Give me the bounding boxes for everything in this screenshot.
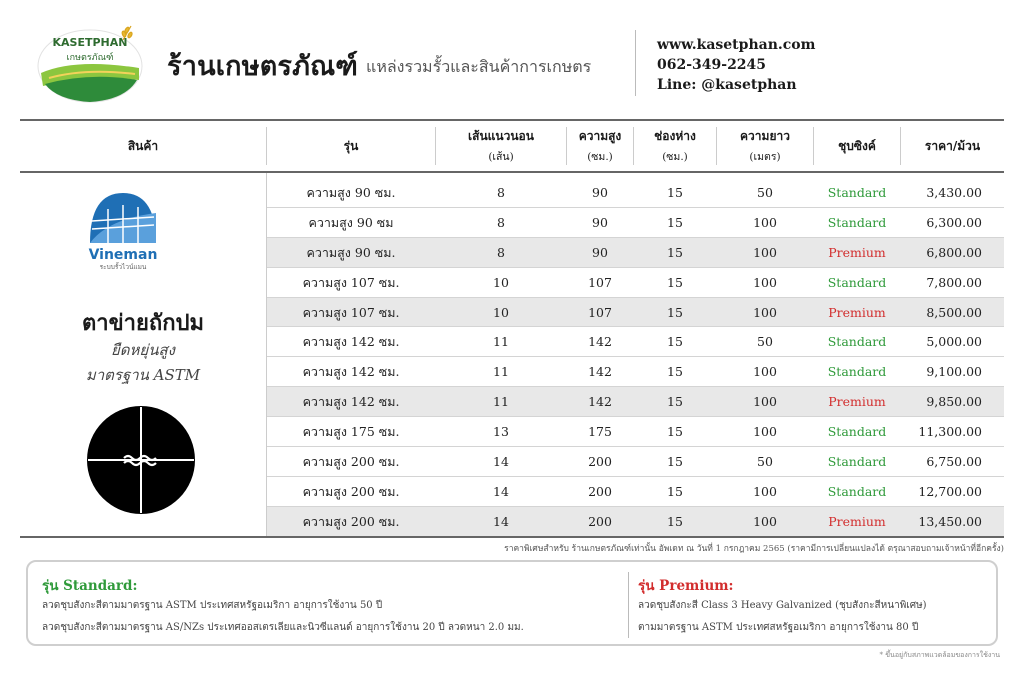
cell-coating: Standard <box>827 364 887 380</box>
cell-gap: 15 <box>667 394 683 410</box>
store-title: ร้านเกษตรภัณฑ์ <box>167 51 358 82</box>
cell-price: 8,500.00 <box>926 304 982 320</box>
table-row <box>267 268 1004 298</box>
standard-desc-1: ลวดชุบสังกะสีตามมาตรฐาน ASTM ประเทศสหรัฐอเมริกา อายุการใช้งาน 50 ปี <box>42 600 383 611</box>
cell-horizontal: 13 <box>493 424 509 440</box>
price-rows <box>267 178 1004 537</box>
cell-height: 90 <box>592 214 608 230</box>
cell-horizontal: 10 <box>493 274 509 290</box>
table-bottom-rule <box>20 536 1004 538</box>
cell-coating: Standard <box>827 483 887 499</box>
cell-height: 142 <box>588 364 612 380</box>
cell-model: ความสูง 90 ซม. <box>306 185 396 200</box>
header-horizontal <box>436 121 566 171</box>
table-row <box>267 357 1004 387</box>
cell-coating: Standard <box>827 424 887 440</box>
table-row <box>267 238 1004 268</box>
header-price-label: ราคา/ม้วน <box>924 138 981 153</box>
cell-price: 5,000.00 <box>926 334 982 350</box>
cell-length: 100 <box>753 364 777 380</box>
cell-price: 7,800.00 <box>926 274 982 290</box>
header-price <box>901 121 1004 171</box>
cell-horizontal: 10 <box>493 304 509 320</box>
cell-gap: 15 <box>667 334 683 350</box>
cell-length: 100 <box>753 513 777 529</box>
cell-model: ความสูง 200 ซม. <box>302 454 400 470</box>
cell-price: 11,300.00 <box>918 424 982 440</box>
table-row <box>267 208 1004 238</box>
cell-horizontal: 11 <box>493 334 509 350</box>
table-row <box>267 327 1004 357</box>
cell-coating: Standard <box>827 334 887 350</box>
page-header <box>0 0 1024 118</box>
contact-info <box>657 35 815 95</box>
cell-height: 142 <box>588 334 612 350</box>
cell-horizontal: 11 <box>493 364 509 380</box>
logo-text-th: เกษตรภัณฑ์ <box>66 53 114 63</box>
cell-model: ความสูง 107 ซม. <box>302 304 400 320</box>
table-row <box>267 447 1004 477</box>
table-row <box>267 298 1004 328</box>
cell-length: 100 <box>753 304 777 320</box>
cell-gap: 15 <box>667 185 683 200</box>
product-name: ตาข่ายถักปม <box>81 310 205 336</box>
table-header <box>20 121 1004 171</box>
cell-coating: Premium <box>828 304 886 320</box>
legend-divider <box>628 572 629 638</box>
cell-coating: Standard <box>827 274 887 290</box>
website-link[interactable]: www.kasetphan.com <box>657 37 816 53</box>
cell-gap: 15 <box>667 364 683 380</box>
cell-gap: 15 <box>667 424 683 440</box>
logo-text-en: KASETPHAN <box>52 36 128 49</box>
header-gap-label: ช่องห่าง <box>654 129 696 143</box>
brand-name: Vineman <box>88 247 158 263</box>
cell-price: 13,450.00 <box>918 513 982 529</box>
cell-coating: Premium <box>828 513 886 529</box>
table-body <box>20 173 1004 536</box>
cell-height: 90 <box>592 185 608 200</box>
cell-length: 100 <box>753 424 777 440</box>
cell-horizontal: 14 <box>493 454 509 470</box>
store-subtitle: แหล่งรวมรั้วและสินค้าการเกษตร <box>366 57 592 76</box>
cell-horizontal: 11 <box>493 394 509 410</box>
cell-horizontal: 14 <box>493 513 509 529</box>
cell-length: 100 <box>753 214 777 230</box>
cell-length: 100 <box>753 483 777 499</box>
cell-length: 50 <box>757 454 773 470</box>
cell-coating: Premium <box>828 244 886 260</box>
cell-model: ความสูง 107 ซม. <box>302 274 400 290</box>
knot-illustration <box>86 405 196 515</box>
line-id[interactable]: Line: @kasetphan <box>657 77 797 93</box>
cell-coating: Premium <box>828 394 886 410</box>
premium-desc-2: ตามมาตรฐาน ASTM ประเทศสหรัฐอเมริกา อายุการใช้งาน 80 ปี <box>638 622 919 633</box>
standard-title: รุ่น Standard: <box>42 578 138 594</box>
cell-horizontal: 8 <box>497 185 505 200</box>
header-product-label: สินค้า <box>127 138 159 153</box>
cell-length: 50 <box>757 334 773 350</box>
header-coating <box>814 121 900 171</box>
cell-price: 6,750.00 <box>926 454 982 470</box>
cell-gap: 15 <box>667 214 683 230</box>
header-length-unit: (เมตร) <box>749 151 781 163</box>
header-gap <box>634 121 716 171</box>
header-length <box>717 121 813 171</box>
table-row <box>267 178 1004 208</box>
cell-gap: 15 <box>667 513 683 529</box>
cell-gap: 15 <box>667 304 683 320</box>
product-standard: มาตรฐาน ASTM <box>85 366 201 384</box>
cell-gap: 15 <box>667 274 683 290</box>
cell-coating: Standard <box>827 185 887 200</box>
table-row <box>267 507 1004 537</box>
cell-gap: 15 <box>667 483 683 499</box>
cell-height: 107 <box>588 274 612 290</box>
cell-horizontal: 8 <box>497 214 505 230</box>
cell-height: 107 <box>588 304 612 320</box>
cell-height: 142 <box>588 394 612 410</box>
price-note: ราคาพิเศษสำหรับ ร้านเกษตรภัณฑ์เท่านั้น อัพเดท ณ วันที่ 1 กรกฎาคม 2565 (ราคามีการเปลี่ยนแปลงได้ ตรุณาสอบถามเจ้าหน้าที่อีกครั้ง) <box>504 544 1004 554</box>
cell-height: 175 <box>588 424 612 440</box>
cell-coating: Standard <box>827 214 887 230</box>
cell-gap: 15 <box>667 244 683 260</box>
header-product <box>20 121 266 171</box>
cell-price: 9,100.00 <box>926 364 982 380</box>
header-length-label: ความยาว <box>740 129 790 143</box>
cell-model: ความสูง 200 ซม. <box>302 513 400 529</box>
cell-height: 90 <box>592 244 608 260</box>
cell-model: ความสูง 200 ซม. <box>302 483 400 499</box>
product-feature: ยืดหยุ่นสูง <box>111 341 175 359</box>
phone-number[interactable]: 062-349-2245 <box>657 57 767 73</box>
footnote: * ขึ้นอยู่กับสภาพแวดล้อมของการใช้งาน <box>879 651 1000 659</box>
cell-price: 3,430.00 <box>926 185 982 200</box>
cell-model: ความสูง 90 ซม <box>308 214 394 230</box>
cell-height: 200 <box>588 513 612 529</box>
cell-model: ความสูง 142 ซม. <box>302 334 400 350</box>
header-gap-unit: (ซม.) <box>662 151 688 163</box>
product-panel <box>20 173 266 536</box>
cell-height: 200 <box>588 454 612 470</box>
cell-price: 6,300.00 <box>926 214 982 230</box>
brand-subtitle: ระบบรั้วไวน์แมน <box>99 263 147 271</box>
coating-legend <box>26 560 998 646</box>
header-model-label: รุ่น <box>343 138 359 153</box>
header-coating-label: ชุบซิงค์ <box>838 138 876 153</box>
cell-model: ความสูง 175 ซม. <box>302 424 400 440</box>
cell-price: 9,850.00 <box>926 394 982 410</box>
table-row <box>267 477 1004 507</box>
header-height-unit: (ซม.) <box>587 151 613 163</box>
premium-desc-1: ลวดชุบสังกะสี Class 3 Heavy Galvanized (ชุบสังกะสีหนาพิเศษ) <box>638 600 927 611</box>
cell-model: ความสูง 142 ซม. <box>302 394 400 410</box>
cell-length: 100 <box>753 274 777 290</box>
cell-coating: Standard <box>827 454 887 470</box>
cell-price: 6,800.00 <box>926 244 982 260</box>
header-horizontal-unit: (เส้น) <box>488 151 514 163</box>
vineman-logo <box>88 189 158 245</box>
premium-title: รุ่น Premium: <box>638 578 734 594</box>
cell-height: 200 <box>588 483 612 499</box>
cell-length: 100 <box>753 394 777 410</box>
cell-length: 50 <box>757 185 773 200</box>
cell-horizontal: 8 <box>497 244 505 260</box>
cell-price: 12,700.00 <box>918 483 982 499</box>
cell-gap: 15 <box>667 454 683 470</box>
header-horizontal-label: เส้นแนวนอน <box>468 129 534 143</box>
cell-horizontal: 14 <box>493 483 509 499</box>
header-model <box>267 121 435 171</box>
cell-length: 100 <box>753 244 777 260</box>
header-divider <box>635 30 636 96</box>
standard-desc-2: ลวดชุบสังกะสีตามมาตรฐาน AS/NZs ประเทศออสเตรเลียและนิวซีแลนด์ อายุการใช้งาน 20 ปี ลวดหนา 2.0 มม. <box>42 622 524 633</box>
kasetphan-logo <box>35 18 145 104</box>
cell-model: ความสูง 142 ซม. <box>302 364 400 380</box>
header-height-label: ความสูง <box>578 129 622 143</box>
table-row <box>267 387 1004 417</box>
cell-model: ความสูง 90 ซม. <box>306 244 396 260</box>
table-row <box>267 417 1004 447</box>
header-height <box>567 121 633 171</box>
